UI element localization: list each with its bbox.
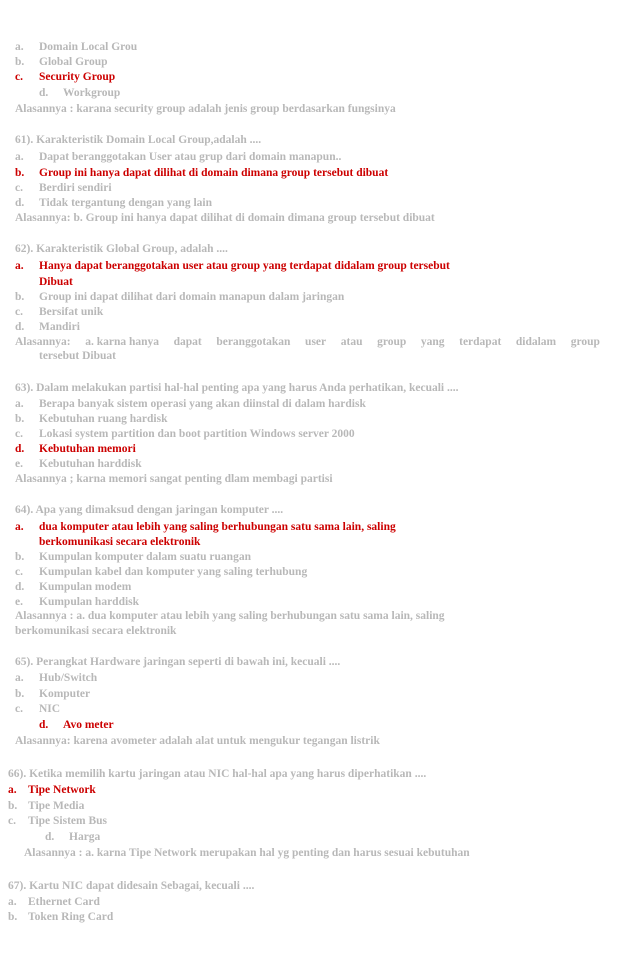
q62-option-a-answer: a. Hanya dapat beranggotakan user atau group yang terdapat didalam group tersebut <box>15 260 450 272</box>
q61-reason: Alasannya: b. Group ini hanya dapat dilihat di domain dimana group tersebut dibuat <box>15 212 435 224</box>
q61-question: 61). Karakteristik Domain Local Group,adalah .... <box>15 134 262 146</box>
q67-question: 67). Kartu NIC dapat didesain Sebagai, kecuali .... <box>8 880 255 892</box>
q66-question: 66). Ketika memilih kartu jaringan atau NIC hal-hal apa yang harus diperhatikan .... <box>8 768 427 780</box>
q64-option-b: b. Kumpulan komputer dalam suatu ruangan <box>15 551 251 563</box>
q63-reason: Alasannya ; karna memori sangat penting dlam membagi partisi <box>15 473 333 485</box>
q63-option-e: e. Kebutuhan harddisk <box>15 458 142 470</box>
q61-option-b-answer: b. Group ini hanya dapat dilihat di domain dimana group tersebut dibuat <box>15 167 389 179</box>
q62-option-c: c. Bersifat unik <box>15 306 104 318</box>
q60-option-c-answer: c. Security Group <box>15 71 116 83</box>
q65-question: 65). Perangkat Hardware jaringan seperti di bawah ini, kecuali .... <box>15 656 341 668</box>
q65-option-b: b. Komputer <box>15 688 91 700</box>
q63-option-c: c. Lokasi system partition dan boot partition Windows server 2000 <box>15 428 355 440</box>
q64-question: 64). Apa yang dimaksud dengan jaringan komputer .... <box>15 504 284 516</box>
q64-option-a-answer: a. dua komputer atau lebih yang saling berhubungan satu sama lain, saling <box>15 521 396 533</box>
q64-reason-continued: berkomunikasi secara elektronik <box>15 625 177 637</box>
q63-question: 63). Dalam melakukan partisi hal-hal penting apa yang harus Anda perhatikan, kecuali .... <box>15 382 459 394</box>
q67-option-b: b. Token Ring Card <box>8 911 114 923</box>
q65-option-d-answer: d. Avo meter <box>39 719 114 731</box>
q60-reason: Alasannya : karana security group adalah jenis group berdasarkan fungsinya <box>15 103 396 115</box>
q61-option-c: c. Berdiri sendiri <box>15 182 112 194</box>
q62-option-d: d. Mandiri <box>15 321 80 333</box>
q62-option-b: b. Group ini dapat dilihat dari domain manapun dalam jaringan <box>15 291 345 303</box>
q64-option-d: d. Kumpulan modem <box>15 581 132 593</box>
q63-option-d-answer: d. Kebutuhan memori <box>15 443 136 455</box>
q63-option-b: b. Kebutuhan ruang hardisk <box>15 413 168 425</box>
q66-option-b: b. Tipe Media <box>8 800 85 812</box>
q65-reason: Alasannya: karena avometer adalah alat untuk mengukur tegangan listrik <box>15 735 380 747</box>
q61-option-a: a. Dapat beranggotakan User atau grup dari domain manapun.. <box>15 151 342 163</box>
q64-reason: Alasannya : a. dua komputer atau lebih yang saling berhubungan satu sama lain, saling <box>15 610 445 622</box>
q65-option-a: a. Hub/Switch <box>15 672 98 684</box>
q66-option-d: d. Harga <box>45 831 101 843</box>
q64-option-c: c. Kumpulan kabel dan komputer yang saling terhubung <box>15 566 308 578</box>
q62-option-a-continued: Dibuat <box>39 276 73 288</box>
q60-option-a: a. Domain Local Grou <box>15 41 138 53</box>
q66-option-c: c. Tipe Sistem Bus <box>8 815 108 827</box>
q66-option-a-answer: a. Tipe Network <box>8 784 96 796</box>
q60-option-d: d. Workgroup <box>39 87 121 99</box>
q60-option-b: b. Global Group <box>15 56 108 68</box>
q62-reason-continued: tersebut Dibuat <box>39 350 116 362</box>
q63-option-a: a. Berapa banyak sistem operasi yang akan diinstal di dalam hardisk <box>15 398 366 410</box>
q62-question: 62). Karakteristik Global Group, adalah .... <box>15 243 228 255</box>
q65-option-c: c. NIC <box>15 703 61 715</box>
q62-reason: Alasannya: a. karna hanya dapat beranggotakan user atau group yang terdapat didalam group <box>15 336 600 348</box>
q61-option-d: d. Tidak tergantung dengan yang lain <box>15 197 212 209</box>
q67-option-a: a. Ethernet Card <box>8 896 100 908</box>
q66-reason: Alasannya : a. karna Tipe Network merupakan hal yg penting dan harus sesuai kebutuhan <box>24 847 470 859</box>
q64-option-a-continued: berkomunikasi secara elektronik <box>39 536 201 548</box>
q64-option-e: e. Kumpulan harddisk <box>15 596 140 608</box>
